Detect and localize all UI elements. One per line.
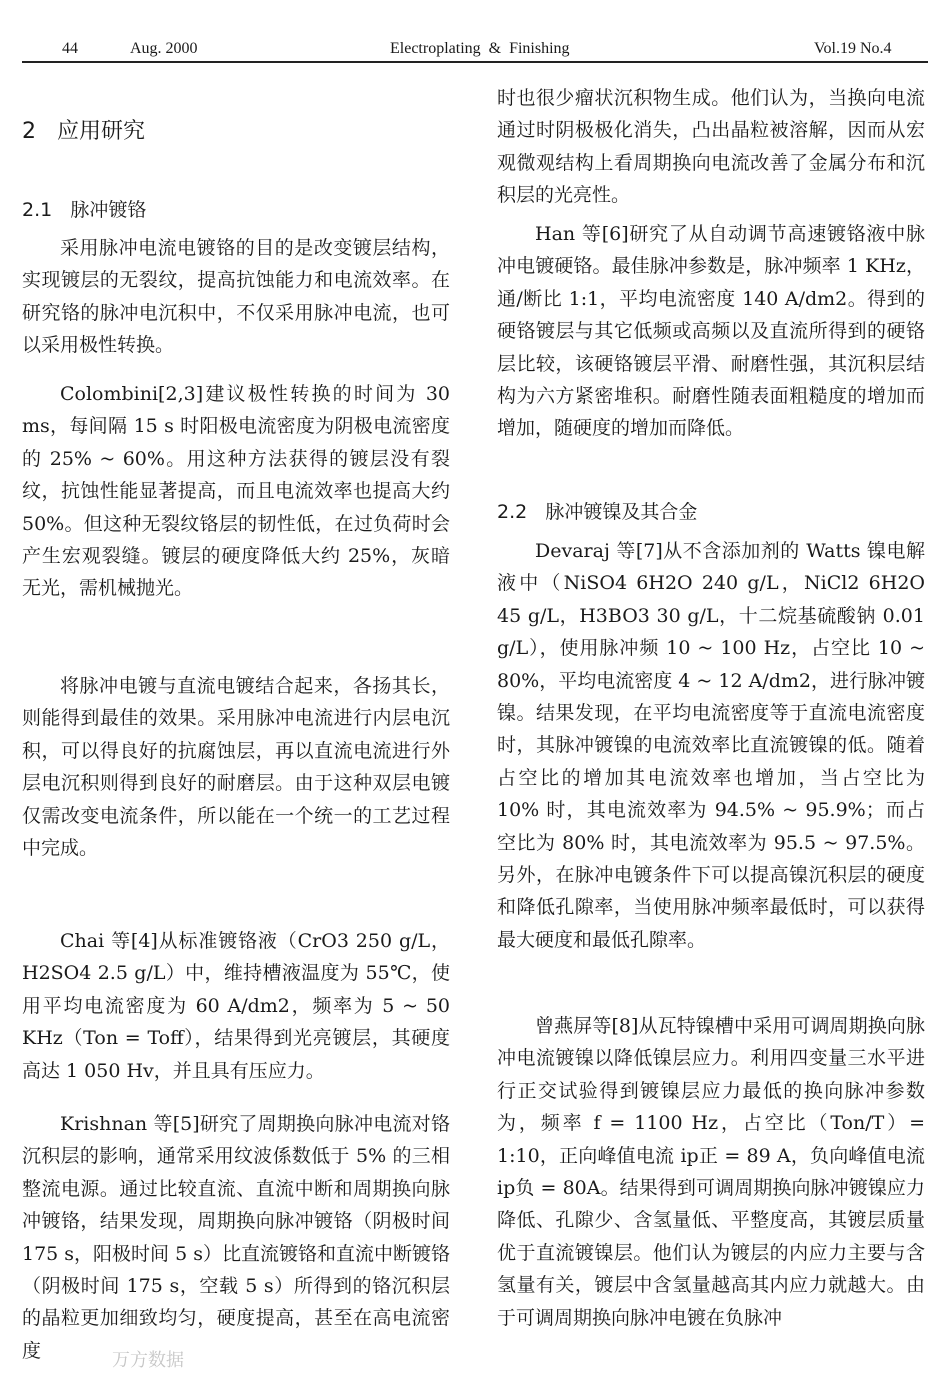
journal-name: Electroplating & Finishing (390, 40, 570, 57)
subsection-number: 2.2 (497, 501, 528, 523)
issue-date: Aug. 2000 (130, 40, 198, 57)
section-heading (22, 117, 145, 147)
subsection-number: 2.1 (22, 199, 53, 221)
paragraph: Chai 等[4]从标准镀铬液（CrO3 250 g/L，H2SO4 2.5 g/L）中，维持槽液温度为 55℃，使用平均电流密度为 60 A/dm2，频率为 5 ~ 50 KHz（Ton = Toff），结果得到光亮镀层，其硬度高达 1 050 Hv，并且具有压应力。 (22, 930, 450, 1082)
subsection-title: 脉冲镀铬 (70, 199, 147, 221)
volume-info: Vol.19 No.4 (814, 40, 892, 57)
subsection-heading-2-1 (22, 195, 146, 225)
page-number: 44 (62, 40, 78, 57)
running-header (22, 38, 928, 62)
section-number: 2 (22, 119, 36, 144)
paragraph: Krishnan 等[5]研究了周期换向脉冲电流对铬沉积层的影响，通常采用纹波係数低于 5% 的三相整流电源。通过比较直流、直流中断和周期换向脉冲镀铬，结果发现，周期换向脉冲镀铬（阴极时间 175 s，阳极时间 5 s）比直流镀铬和直流中断镀铬（阴极时间 175 s，空载 5 s）所得到的铬沉积层的晶粒更加细致均匀，硬度提高，甚至在高电流密度 (22, 1113, 450, 1362)
header-rule (22, 61, 928, 63)
paragraph: Devaraj 等[7]从不含添加剂的 Watts 镍电解液中（NiSO4 6H2O 240 g/L，NiCl2 6H2O 45 g/L，H3BO3 30 g/L，十二烷基硫酸钠 0.01 g/L），使用脉冲频 10 ~ 100 Hz，占空比 10 ~ 80%，平均电流密度 4 ~ 12 A/dm2，进行脉冲镀镍。结果发现，在平均电流密度等于直流电流密度时，其脉冲镀镍的电流效率比直流镀镍的低。随着占空比的增加其电流效率也增加，当占空比为 10% 时，其电流效率为 94.5% ~ 95.9%；而占空比为 80% 时，其电流效率为 95.5 ~ 97.5%。另外，在脉冲电镀条件下可以提高镍沉积层的硬度和降低孔隙率，当使用脉冲频率最低时，可以获得最大硬度和最低孔隙率。 (497, 540, 925, 951)
paragraph: 采用脉冲电流电镀铬的目的是改变镀层结构，实现镀层的无裂纹，提高抗蚀能力和电流效率。在研究铬的脉冲电沉积中，不仅采用脉冲电流，也可以采用极性转换。 (22, 237, 450, 357)
paragraph: Han 等[6]研究了从自动调节高速镀铬液中脉冲电镀硬铬。最佳脉冲参数是，脉冲频率 1 KHz，通/断比 1:1，平均电流密度 140 A/dm2。得到的硬铬镀层与其它低频或高频以及直流所得到的硬铬层比较，该硬铬镀层平滑、耐磨性强，其沉积层结构为六方紧密堆积。耐磨性随表面粗糙度的增加而增加，随硬度的增加而降低。 (497, 223, 925, 440)
subsection-title: 脉冲镀镍及其合金 (545, 501, 698, 523)
paragraph: 将脉冲电镀与直流电镀结合起来，各扬其长，则能得到最佳的效果。采用脉冲电流进行内层电沉积，可以得良好的抗腐蚀层，再以直流电流进行外层电沉积则得到良好的耐磨层。由于这种双层电镀仅需改变电流条件，所以能在一个统一的工艺过程中完成。 (22, 675, 450, 860)
section-title: 应用研究 (56, 119, 145, 144)
subsection-heading-2-2 (497, 497, 697, 527)
paragraph: 曾燕屏等[8]从瓦特镍槽中采用可调周期换向脉冲电流镀镍以降低镍层应力。利用四变量三水平进行正交试验得到镀镍层应力最低的换向脉冲参数为，频率 f = 1100 Hz，占空比（Ton/T）= 1:10，正向峰值电流 ip正 = 89 A，负向峰值电流 ip负 = 80A。结果得到可调周期换向脉冲镀镍应力降低、孔隙少、含氢量低、平整度高，其镀层质量优于直流镀镍层。他们认为镀层的内应力主要与含氢量有关，镀层中含氢量越高其内应力就越大。由于可调周期换向脉冲电镀在负脉冲 (497, 1015, 925, 1329)
paragraph: 时也很少瘤状沉积物生成。他们认为，当换向电流通过时阴极极化消失，凸出晶粒被溶解，因而从宏观微观结构上看周期换向电流改善了金属分布和沉积层的光亮性。 (497, 87, 925, 207)
watermark: 万方数据 (112, 1350, 184, 1371)
paragraph: Colombini[2,3]建议极性转换的时间为 30 ms，每间隔 15 s 时阳极电流密度为阴极电流密度的 25% ~ 60%。用这种方法获得的镀层没有裂纹，抗蚀性能显著提高，而且电流效率也提高大约 50%。但这种无裂纹铬层的韧性低，在过负荷时会产生宏观裂缝。镀层的硬度降低大约 25%，灰暗无光，需机械抛光。 (22, 383, 450, 600)
